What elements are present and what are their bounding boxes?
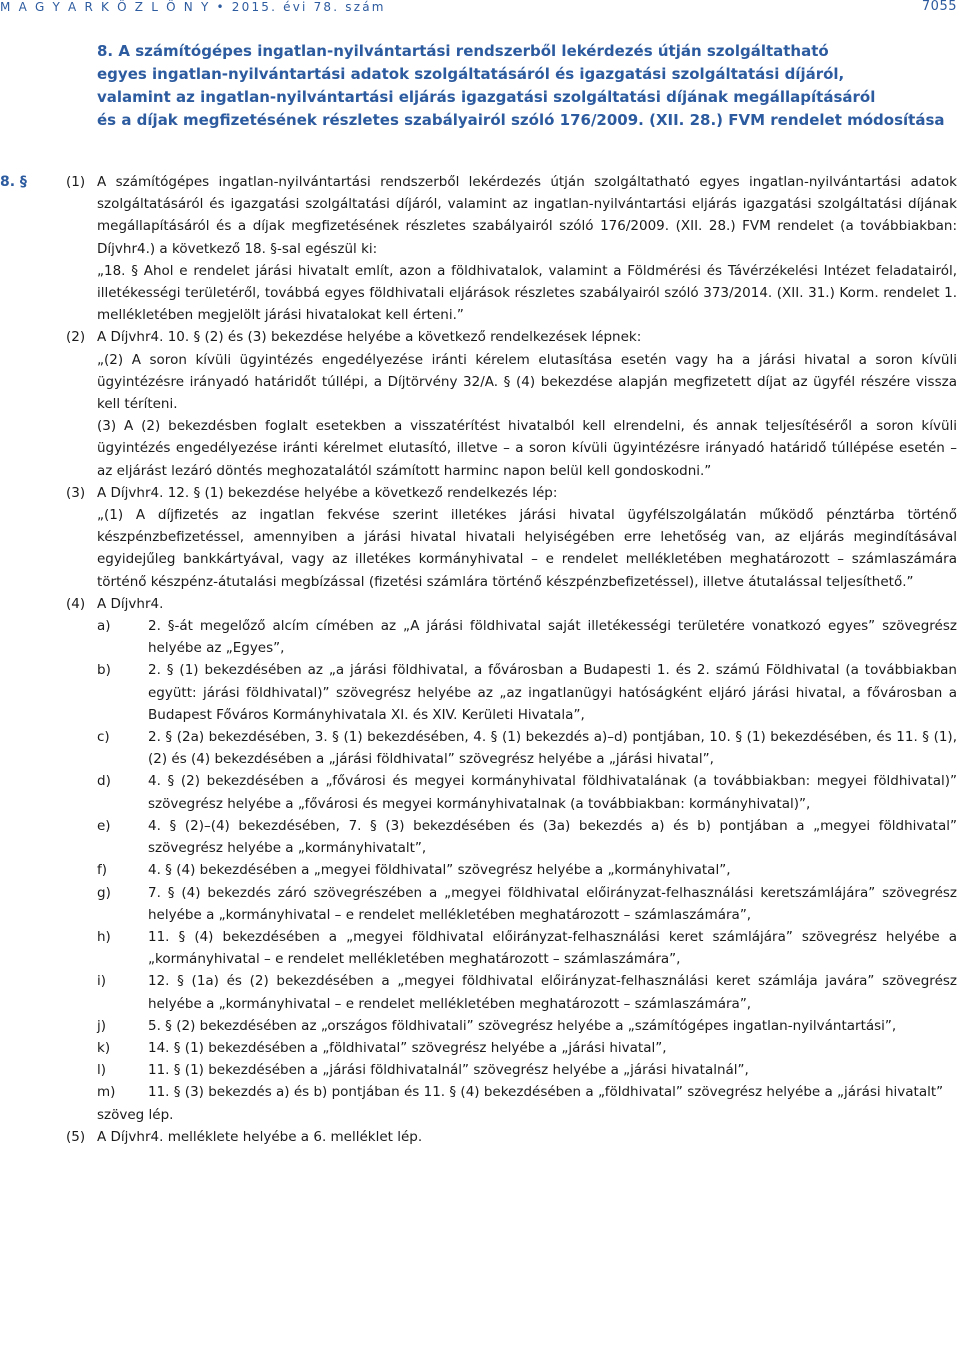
paragraph-number: (4) [66,595,86,612]
quoted-provision: „(2) A soron kívüli ügyintézés engedélyezése iránti kérelem elutasítása esetén vagy ha a járási hivatal a soron kívüli ügyintézésre irányadó határidőt túllépi, a Díjtörvény 32/A. § (4) bekezdése alapján megfizetett díjat az ügyfél részére vissza kell téríteni. [97,351,957,413]
paragraph-text: A Díjvhr4. 12. § (1) bekezdése helyébe a következő rendelkezés lép: [97,484,558,501]
paragraph-number: (3) [66,484,86,501]
paragraph-3 [0,482,960,593]
paragraph-text: A Díjvhr4. [97,595,164,612]
item-text: 2. § (2a) bekezdésében, 3. § (1) bekezdésében, 4. § (1) bekezdés a)–d) pontjában, 10. § (1) bekezdésében, és 11. § (1), (2) és (4) bekezdésében a „járási földhivatal” szövegrész helyébe a „járási hivatal”, [148,729,957,768]
paragraph-number: (2) [66,329,86,346]
list-item [0,615,960,659]
item-letter: e) [97,817,111,834]
item-letter: h) [97,928,111,945]
item-text: 14. § (1) bekezdésében a „földhivatal” szövegrész helyébe a „járási hivatal”, [148,1039,667,1056]
item-letter: f) [97,862,108,879]
list-item [0,970,960,1014]
quoted-provision: „(1) A díjfizetés az ingatlan fekvése szerint illetékes járási hivatal ügyfélszolgálatán működő pénztárba történő készpénzbefizetéssel, amennyiben a járási hivatal hivatali helyiségében erre lehetőség van, az eljárás megindításával egyidejűleg bankkártyával, vagy az illetékes kormányhivatal – e rendelet mellékletében meghatározott – számlaszámára történő készpénz-átutalási megbízással (fizetési számlára történő készpénzbefizetéssel), illetve átutalással teljesíthető.” [97,507,957,590]
list-item [0,659,960,726]
item-letter: d) [97,773,111,790]
item-text: 11. § (3) bekezdés a) és b) pontjában és 11. § (4) bekezdésében a „földhivatal” szövegrész helyébe a „járási hivatalt” [148,1084,944,1101]
item-letter: i) [97,973,107,990]
item-letter: k) [97,1039,111,1056]
closing-text: szöveg lép. [97,1106,174,1123]
section-mark: 8. § [0,174,27,190]
item-letter: j) [97,1017,107,1034]
item-text: 11. § (1) bekezdésében a „járási földhivatalnál” szövegrész helyébe a „járási hivatalnál”, [148,1062,749,1079]
item-letter: c) [97,729,110,746]
list-item [0,882,960,926]
chapter-title-line: egyes ingatlan-nyilvántartási adatok szolgáltatásáról és igazgatási szolgáltatási díjáról, [97,65,845,83]
list-item [0,726,960,770]
paragraph-text: A Díjvhr4. 10. § (2) és (3) bekezdése helyébe a következő rendelkezések lépnek: [97,329,642,346]
paragraph-1 [0,171,960,326]
list-item [0,1059,960,1081]
list-item [0,926,960,970]
item-text: 4. § (4) bekezdésében a „megyei földhivatal” szövegrész helyébe a „kormányhivatal”, [148,862,731,879]
paragraph-4-closing [0,1104,960,1126]
item-text: 4. § (2) bekezdésében a „fővárosi és megyei kormányhivatal földhivatalának (a továbbiakban: megyei földhivatal)” szövegrész helyébe a „fővárosi és megyei kormányhivatalnak (a továbbiakban: kormányhivatal)”, [148,773,957,812]
list-item [0,1081,960,1103]
item-text: 2. § (1) bekezdésében az „a járási földhivatal, a fővárosban a Budapesti 1. és 2. számú Földhivatal (a továbbiakban együtt: járási földhivatal)” szövegrész helyébe az „az ingatlanügyi hatóságként eljáró járási hivatal, a fővárosban a Budapest Főváros Kormányhivatala XI. és XIV. Kerületi Hivatala”, [148,662,957,723]
list-item [0,770,960,814]
paragraph-text: A számítógépes ingatlan-nyilvántartási rendszerből lekérdezés útján szolgáltatható egyes ingatlan-nyilvántartási adatok szolgáltatásáról és igazgatási szolgáltatási díjáról, valamint az ingatlan-nyilvántartási eljárás igazgatási szolgáltatási díjának megállapításáról és a díjak megfizetésének részletes szabályairól szóló 176/2009. (XII. 28.) FVM rendelet (a továbbiakban: Díjvhr4.) a következő 18. §-sal egészül ki: [97,174,957,257]
chapter-title [97,40,957,132]
list-item [0,859,960,881]
item-letter: l) [97,1062,107,1079]
paragraph-number: (5) [66,1128,86,1145]
item-text: 12. § (1a) és (2) bekezdésében a „megyei földhivatal előirányzat-felhasználási keret számlája javára” szövegrész helyébe a „kormányhivatal – e rendelet mellékletében meghatározott – számlaszámára”, [148,973,957,1012]
list-item [0,1037,960,1059]
item-text: 2. §-át megelőző alcím címében az „A járási földhivatal saját illetékességi területére vonatkozó egyes” szövegrész helyébe az „Egyes”, [148,618,957,657]
paragraph-text: A Díjvhr4. melléklete helyébe a 6. melléklet lép. [97,1128,423,1145]
item-letter: m) [97,1084,116,1101]
item-letter: b) [97,662,111,679]
paragraph-5 [0,1126,960,1148]
paragraph-number: (1) [66,174,86,190]
chapter-title-line: 8. A számítógépes ingatlan-nyilvántartási rendszerből lekérdezés útján szolgáltatható [97,42,829,60]
list-item [0,1015,960,1037]
amendment-list [0,615,960,1103]
paragraph-2 [0,326,960,481]
page-header [0,0,960,22]
quoted-provision: „18. § Ahol e rendelet járási hivatalt említ, azon a földhivatalok, valamint a Földmérési és Távérzékelési Intézet feladatairól, illetékességi területéről, továbbá egyes földhivatali eljárások részletes szabályairól szóló 373/2014. (XII. 31.) Korm. rendelet 1. mellékletében megjelölt járási hivatalokat kell érteni.” [97,262,957,324]
paragraph-4 [0,593,960,615]
list-item [0,815,960,859]
item-letter: a) [97,618,111,635]
item-text: 11. § (4) bekezdésében a „megyei földhivatal előirányzat-felhasználási keret számlájára” szövegrész helyébe a „kormányhivatal – e rendelet mellékletében meghatározott – számlaszámára”, [148,928,957,968]
quoted-provision: (3) A (2) bekezdésben foglalt esetekben a visszatérítést hivatalból kell elrendelni, és annak teljesítéséről a soron kívüli ügyintézés engedélyezése iránti kérelmet elutasító, illetve – a soron kívüli ügyintézésre irányadó határidő túllépése esetén – az eljárást lezáró döntés meghozatalától számított harminc napon belül kell gondoskodni.” [97,418,957,479]
item-text: 7. § (4) bekezdés záró szövegrészében a „megyei földhivatal előirányzat-felhasználási keretszámlájára” szövegrész helyébe a „kormányhivatal – e rendelet mellékletében meghatározott – számlaszámára”, [148,884,957,923]
running-head: M A G Y A R K Ö Z L Ö N Y • 2015. évi 78. szám [0,0,386,14]
chapter-title-line: és a díjak megfizetésének részletes szabályairól szóló 176/2009. (XII. 28.) FVM rendelet módosítása [97,111,945,129]
section-body [0,171,960,1148]
page-number: 7055 [921,0,957,14]
item-text: 4. § (2)–(4) bekezdésében, 7. § (3) bekezdésében és (3a) bekezdés a) és b) pontjában a „megyei földhivatal” szövegrész helyébe a „kormányhivatalt”, [148,817,957,857]
item-text: 5. § (2) bekezdésében az „országos földhivatali” szövegrész helyébe a „számítógépes ingatlan-nyilvántartási”, [148,1017,897,1034]
chapter-title-line: valamint az ingatlan-nyilvántartási eljárás igazgatási szolgáltatási díjának megállapításáról [97,88,876,106]
item-letter: g) [97,884,111,901]
